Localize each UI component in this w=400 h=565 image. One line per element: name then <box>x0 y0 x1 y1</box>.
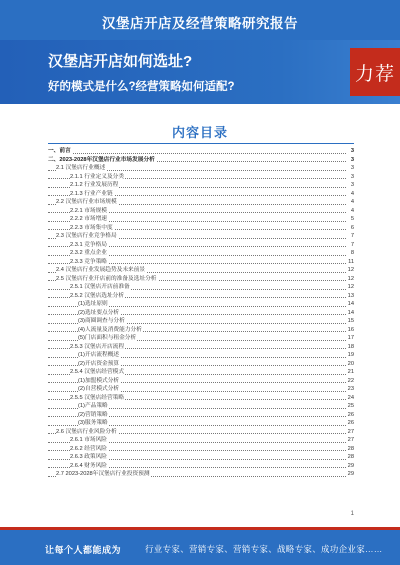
toc-entry-text: 2.6.3 政策风险 <box>70 454 107 460</box>
toc-entry-text: (1)选址原则 <box>78 301 108 307</box>
toc-heading: 内容目录 <box>171 125 228 140</box>
toc-entry[interactable] <box>48 394 354 403</box>
toc-entry-page: 12 <box>347 275 354 282</box>
toc-entry-text: (2)选址要点分析 <box>78 309 120 316</box>
toc-entry-text: 2.2 汉堡店行业市场规模 <box>56 199 117 205</box>
toc-entry-text: (3)服务策略 <box>78 420 108 426</box>
toc-entry-text: 一、前言 <box>48 148 71 154</box>
toc-entry-page: 14 <box>347 301 354 307</box>
toc-entry[interactable] <box>48 343 354 352</box>
toc-entry-page: 4 <box>346 198 354 207</box>
toc-entry-page: 16 <box>347 326 354 333</box>
report-title: 汉堡店开店及经营策略研究报告 <box>102 16 298 31</box>
toc-entry-text: 2.5.2 汉堡店选址分析 <box>70 292 125 299</box>
toc-entry[interactable] <box>48 292 354 301</box>
toc-entry-page: 13 <box>347 292 354 299</box>
toc-entry-page: 3 <box>346 173 354 182</box>
toc-entry-text: (2)营销策略 <box>78 411 108 418</box>
toc-entry[interactable] <box>48 368 354 377</box>
toc-entry-text: 2.3.3 竞争策略 <box>70 258 107 265</box>
toc-entry-page: 17 <box>347 335 354 341</box>
toc-entry[interactable] <box>48 173 354 182</box>
toc-entry-text: (1)产品策略 <box>78 403 108 409</box>
toc-entry-page: 27 <box>347 428 354 435</box>
toc-entry-page: 19 <box>347 352 354 358</box>
toc-entry-page: 26 <box>347 411 354 418</box>
toc-entry-text: (1)加盟模式分析 <box>78 377 120 384</box>
toc-entry-text: 2.6.4 财务风险 <box>70 462 107 469</box>
toc-entry-page: 3 <box>346 164 354 173</box>
toc-entry[interactable] <box>48 351 354 360</box>
toc-entry[interactable] <box>48 453 354 462</box>
toc-entry-text: 2.3.1 竞争格局 <box>70 241 107 248</box>
toc-entry[interactable] <box>48 436 354 445</box>
toc-entry-text: 2.5.3 汉堡店开店流程 <box>70 343 125 350</box>
toc-entry[interactable] <box>48 445 354 454</box>
toc-entry[interactable] <box>48 411 354 420</box>
toc-entry-text: 2.6 汉堡店行业风险分析 <box>56 428 117 435</box>
top-banner <box>0 0 400 40</box>
toc-entry-text: 2.2.1 市场规模 <box>70 207 107 214</box>
toc-entry-text: 2.3.2 重点企业 <box>70 250 107 256</box>
toc-entry[interactable] <box>48 317 354 326</box>
toc-entry-text: 2.6.2 经营风险 <box>70 445 107 452</box>
toc-entry[interactable] <box>48 377 354 386</box>
toc-entry[interactable] <box>48 326 354 335</box>
toc-entry-text: 2.4 汉堡店行业发展趋势及未来前景 <box>56 267 146 273</box>
toc-entry-page: 28 <box>347 445 354 452</box>
toc-entry[interactable] <box>48 428 354 437</box>
toc-entry-text: 2.1.2 行业发展历程 <box>70 182 119 188</box>
toc-entry[interactable] <box>48 190 354 199</box>
toc-entry[interactable] <box>48 224 354 233</box>
toc-entry[interactable] <box>48 164 354 173</box>
hero-subheadline: 好的模式是什么?经营策略如何适配? <box>48 81 235 93</box>
toc-entry-page: 20 <box>347 360 354 367</box>
toc-entry-text: (2)开店资金预算 <box>78 360 120 367</box>
toc-entry[interactable] <box>48 258 354 267</box>
toc-entry-page: 26 <box>347 420 354 426</box>
toc-entry-page: 18 <box>347 343 354 350</box>
toc-entry-page: 4 <box>346 207 354 216</box>
toc-entry[interactable] <box>48 334 354 343</box>
toc-leader-dots <box>48 153 346 154</box>
toc-entry-page: 5 <box>346 215 354 224</box>
toc-entry[interactable] <box>48 215 354 224</box>
toc-entry[interactable] <box>48 266 354 275</box>
toc-entry[interactable] <box>48 249 354 258</box>
toc-entry[interactable] <box>48 300 354 309</box>
footer <box>0 527 400 565</box>
toc-entry[interactable] <box>48 462 354 471</box>
toc-entry-text: (4)人流量及消费能力分析 <box>78 326 142 333</box>
footer-slogan: 让每个人都能成为 <box>45 545 122 555</box>
toc-entry-text: (3)商圈调查与分析 <box>78 318 125 324</box>
toc-entry-text: 2.5.4 汉堡店经营模式 <box>70 369 125 375</box>
toc-entry-text: 2.5.5 汉堡店经营策略 <box>70 394 125 401</box>
toc-entry-page: 29 <box>347 462 354 469</box>
toc-divider <box>48 143 354 144</box>
toc-entry-page: 22 <box>347 377 354 384</box>
toc-entry[interactable] <box>48 181 354 190</box>
toc-entry[interactable] <box>48 385 354 394</box>
footer-tags: 行业专家、营销专家、营销专家、战略专家、成功企业家…… <box>145 544 383 554</box>
toc-entry-text: 2.6.1 市场风险 <box>70 437 107 443</box>
toc-entry-text: 2.1.3 行业产业链 <box>70 190 113 197</box>
toc-entry[interactable] <box>48 360 354 369</box>
toc-entry-page: 15 <box>347 318 354 324</box>
brand-logo <box>350 48 400 96</box>
toc-entry[interactable] <box>48 275 354 284</box>
toc-entry[interactable] <box>48 198 354 207</box>
toc-entry-text: 2.1.1 行业定义及分类 <box>70 173 125 180</box>
toc-entry-page: 12 <box>347 267 354 273</box>
toc-entry-page: 3 <box>346 147 354 156</box>
toc-entry-page: 3 <box>346 156 354 165</box>
toc-entry[interactable] <box>48 241 354 250</box>
toc-entry-page: 7 <box>346 241 354 250</box>
toc-entry-text: (1)开店流程概述 <box>78 352 120 358</box>
page-number: 1 <box>350 511 354 517</box>
hero-headline: 汉堡店开店如何选址? <box>48 53 193 70</box>
toc-entry[interactable] <box>48 147 354 156</box>
toc-entry-page: 21 <box>347 369 354 375</box>
toc-entry-page: 12 <box>347 284 354 290</box>
toc-entry-page: 29 <box>347 471 354 477</box>
toc-entry-page: 25 <box>347 403 354 409</box>
toc-entry[interactable] <box>48 207 354 216</box>
toc-entry-text: (2)自营模式分析 <box>78 386 120 392</box>
toc-entry-text: 2.3 汉堡店行业竞争格局 <box>56 233 117 239</box>
toc-entry-page: 11 <box>346 258 354 267</box>
toc-entry-page: 24 <box>347 394 354 401</box>
toc-entry-page: 6 <box>346 224 354 233</box>
table-of-contents <box>48 147 354 479</box>
toc-entry-text: 2.1 汉堡店行业概述 <box>56 165 106 171</box>
toc-entry[interactable] <box>48 232 354 241</box>
toc-entry-text: (5)门店面积与租金分析 <box>78 335 137 341</box>
toc-entry-text: 2.5 汉堡店行业开店前的准备及选址分析 <box>56 275 157 282</box>
brand-name: 力荐 <box>354 63 395 85</box>
toc-entry-text: 2.7 2023-2028年汉堡店行业投资预测 <box>56 471 150 477</box>
toc-entry-text: 二、2023-2028年汉堡店行业市场发展分析 <box>48 156 155 163</box>
toc-entry[interactable] <box>48 470 354 479</box>
footer-accent-stripe <box>0 527 400 530</box>
toc-entry-page: 8 <box>346 249 354 258</box>
toc-entry-text: 2.2.3 市场集中度 <box>70 224 113 231</box>
toc-entry[interactable] <box>48 309 354 318</box>
toc-entry-page: 3 <box>346 181 354 190</box>
toc-entry-text: 2.2.2 市场增速 <box>70 216 107 222</box>
toc-entry-page: 4 <box>346 190 354 199</box>
toc-entry-page: 7 <box>346 232 354 241</box>
toc-entry-text: 2.5.1 汉堡店开店前准备 <box>70 284 130 290</box>
toc-entry-page: 27 <box>347 437 354 443</box>
toc-entry[interactable] <box>48 156 354 165</box>
toc-entry[interactable] <box>48 402 354 411</box>
toc-entry-page: 23 <box>347 386 354 392</box>
toc-entry-page: 14 <box>347 309 354 316</box>
toc-entry[interactable] <box>48 283 354 292</box>
toc-entry-page: 28 <box>347 454 354 460</box>
toc-entry[interactable] <box>48 419 354 428</box>
